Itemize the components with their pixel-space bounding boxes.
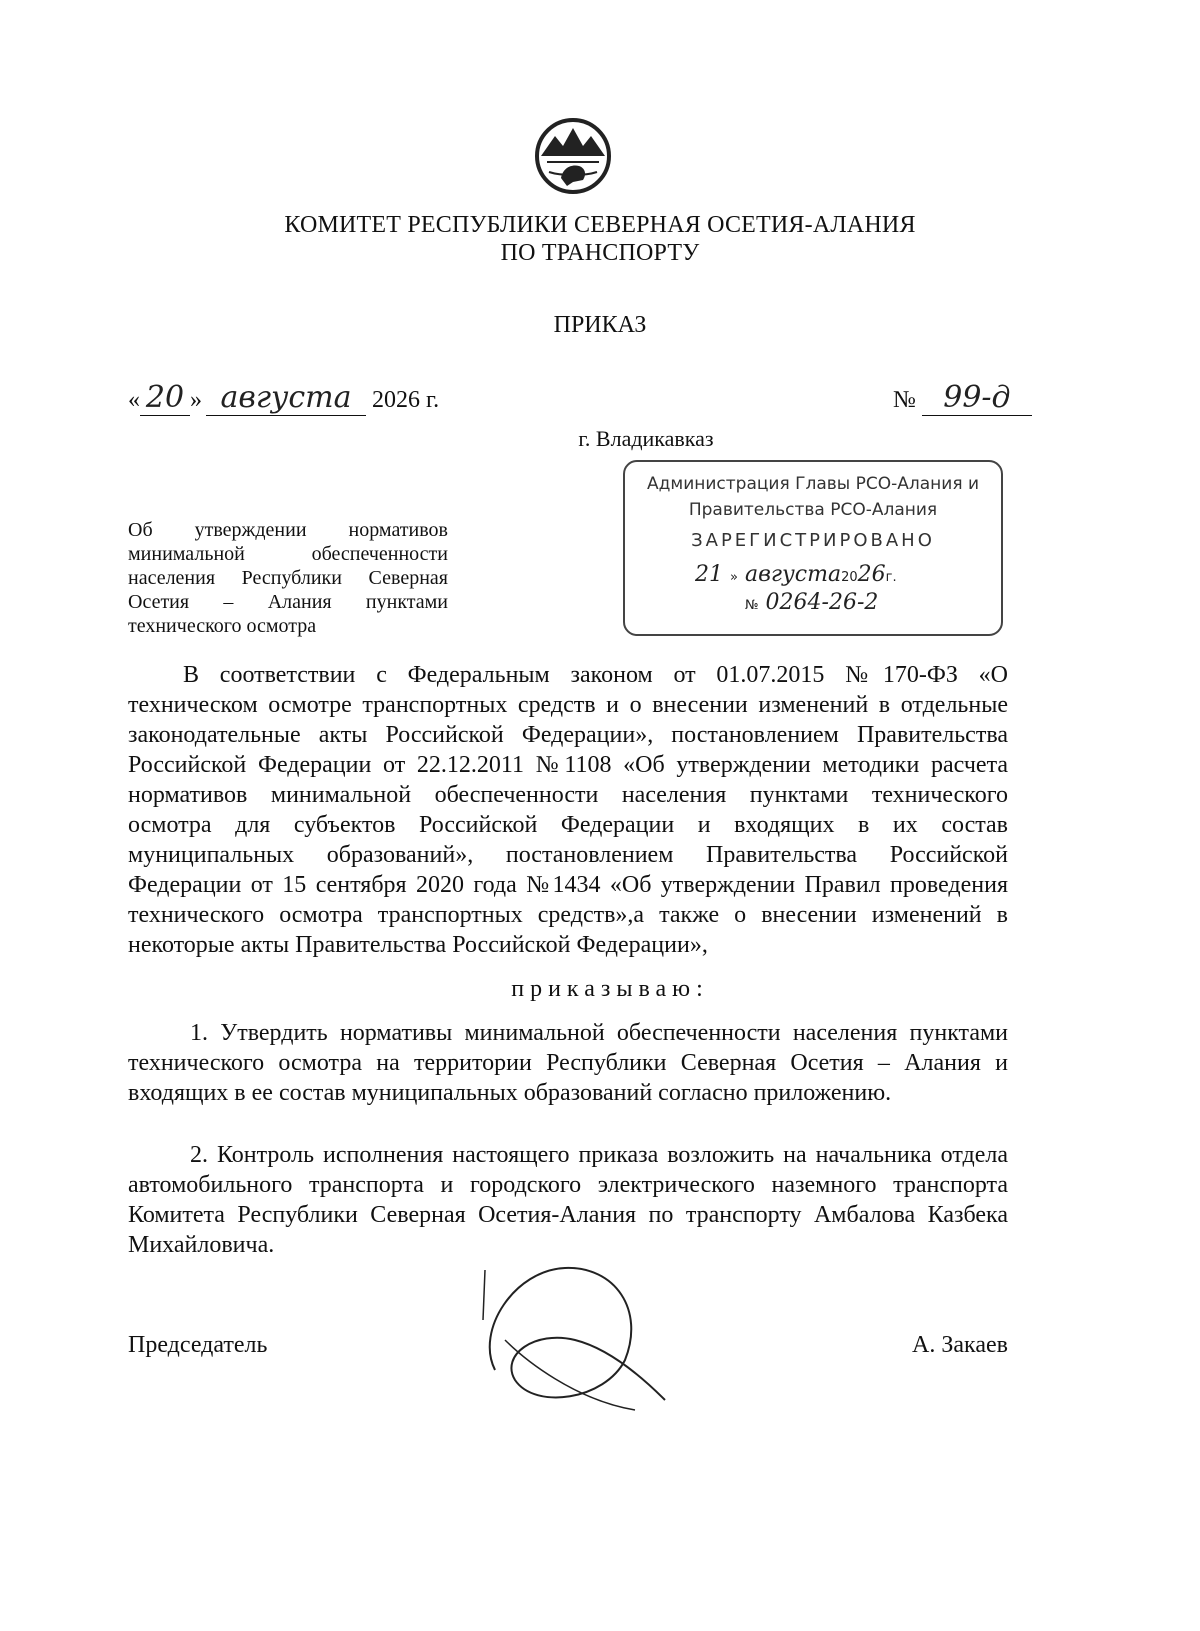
orders-heading: приказываю: (511, 976, 709, 1002)
stamp-year-prefix: 20 (841, 570, 858, 585)
preamble-paragraph: В соответствии с Федеральным законом от 01.07.2015 №170-ФЗ «О техническом осмотре транспортных средств и о внесении изменений в отдельные законодательные акты Российской Федерации», постановлением Правительства Российской Федерации от 22.12.2011 №1108 «Об утверждении методики расчета нормативов минимальной обеспеченности населения пунктами технического осмотра для субъектов Российской Федерации и входящих в их состав муниципальных образований», постановлением Правительства Российской Федерации от 15 сентября 2020 года №1434 «Об утверждении Правил проведения технического осмотра транспортных средств»,а также о внесении изменений в некоторые акты Правительства Российской Федерации», (128, 662, 1008, 958)
stamp-line2: Правительства РСО-Алания (688, 500, 938, 520)
stamp-number (745, 590, 878, 615)
document-date (128, 380, 439, 416)
city: г. Владикавказ (578, 426, 714, 451)
stamp-month: августа (744, 562, 842, 587)
order-item-1: 1. Утвердить нормативы минимальной обеспеченности населения пунктами технического осмотра на территории Республики Северная Осетия – Алания и входящих в ее состав муниципальных образований согласно приложению. (128, 1020, 1008, 1106)
number-label: № (893, 387, 916, 413)
date-year: 2026 г. (372, 387, 440, 413)
document-type: ПРИКАЗ (553, 312, 647, 338)
organization-name: КОМИТЕТ РЕСПУБЛИКИ СЕВЕРНАЯ ОСЕТИЯ-АЛАНИЯ (284, 212, 916, 238)
stamp-line1: Администрация Главы РСО-Алания и (646, 474, 979, 494)
registration-stamp (623, 460, 1003, 636)
stamp-year: 26 (857, 562, 886, 587)
signatory-position: Председатель (128, 1332, 268, 1358)
document-number (893, 380, 1032, 416)
stamp-year-suffix: г. (885, 570, 897, 585)
date-month: августа (206, 380, 366, 416)
handwritten-signature (455, 1250, 685, 1420)
coat-of-arms-emblem (533, 116, 613, 196)
order-item-2: 2. Контроль исполнения настоящего приказа возложить на начальника отдела автомобильного транспорта и городского электрического наземного транспорта Комитета Республики Северная Осетия-Алания по транспорту Амбалова Казбека Михайловича. (128, 1142, 1008, 1258)
stamp-day: 21 (695, 562, 723, 587)
document-subject: Об утверждении нормативов минимальной обеспеченности населения Республики Северная Осетия – Алания пунктами технического осмотра (128, 519, 448, 637)
stamp-number-label: № (745, 598, 759, 613)
stamp-registered: ЗАРЕГИСТРИРОВАНО (691, 530, 935, 551)
signatory-name: А. Закаев (912, 1332, 1008, 1358)
date-day: 20 (140, 380, 190, 416)
date-close-quote: » (190, 387, 202, 413)
number-value: 99-д (922, 380, 1032, 416)
organization-name-line2: ПО ТРАНСПОРТУ (500, 240, 700, 266)
date-open-quote: « (128, 387, 140, 413)
stamp-date: 21 » августа2026г. (695, 562, 897, 587)
stamp-number-value: 0264-26-2 (765, 590, 879, 615)
